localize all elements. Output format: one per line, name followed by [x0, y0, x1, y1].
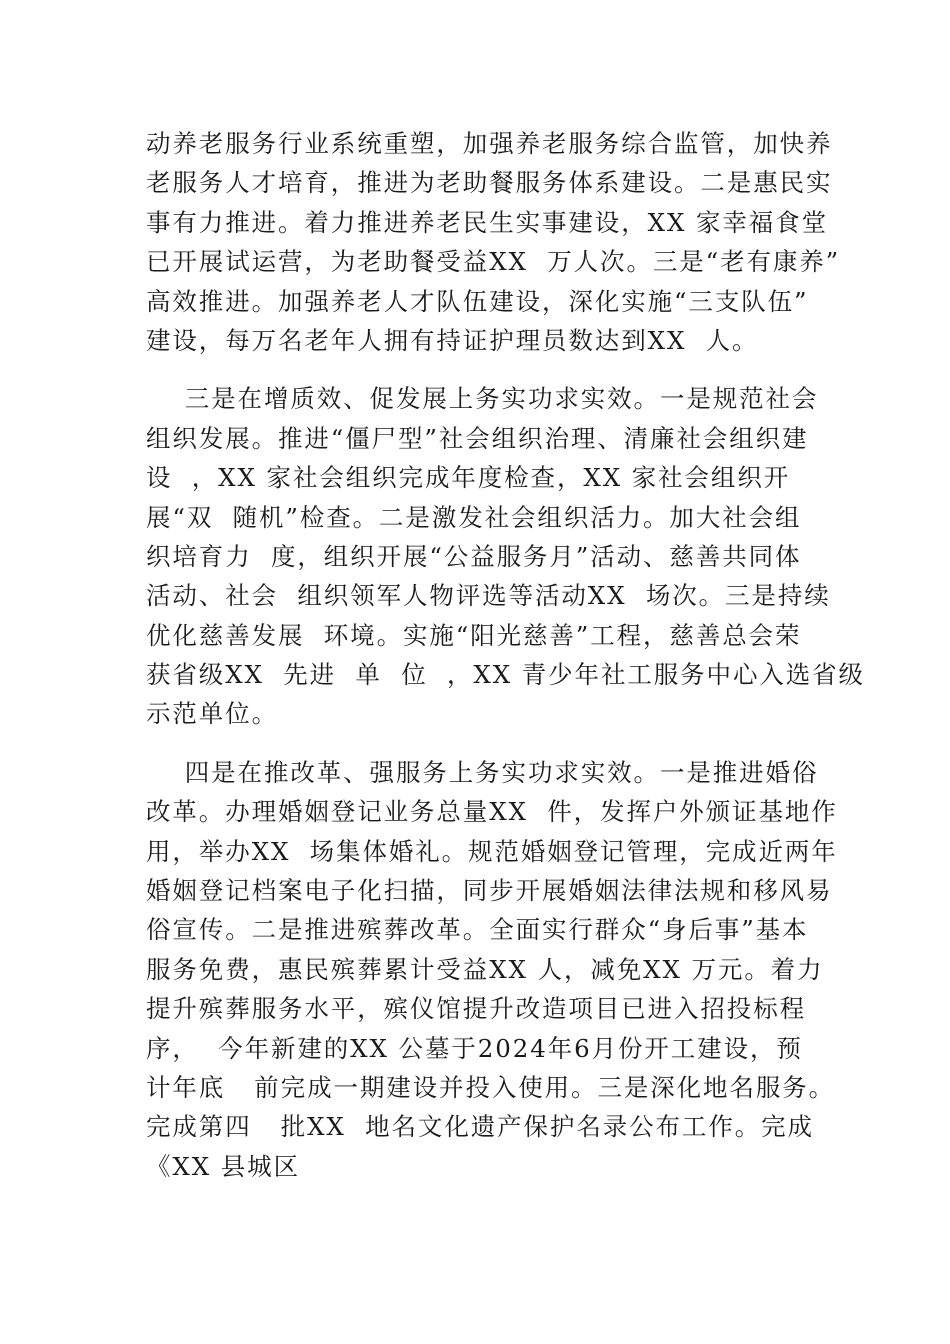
- text-line: 高效推进。加强养老人才队伍建设，深化实施“三支队伍”: [146, 286, 809, 316]
- text-line: 活动、社会 组织领军人物评选等活动XX 场次。三是持续: [146, 581, 831, 611]
- text-line: 改革。办理婚姻登记业务总量XX 件，发挥户外颁证基地作: [146, 797, 838, 827]
- text-line: 服务免费，惠民殡葬累计受益XX 人，减免XX 万元。着力: [146, 954, 824, 984]
- text-line: 组织发展。推进“僵尸型”社会组织治理、清廉社会组织建: [146, 423, 809, 453]
- text-line: 织培育力 度，组织开展“公益服务月”活动、慈善共同体: [146, 541, 802, 571]
- text-line: 优化慈善发展 环境。实施“阳光慈善”工程，慈善总会荣: [146, 620, 802, 650]
- document-body: [146, 124, 865, 1205]
- text-line: 设 ，XX 家社会组织完成年度检查，XX 家社会组织开: [146, 463, 791, 493]
- text-line: 完成第四 批XX 地名文化遗产保护名录公布工作。完成: [146, 1112, 814, 1142]
- text-line: 展“双 随机”检查。二是激发社会组织活力。加大社会组: [146, 502, 802, 532]
- text-line: 计年底 前完成一期建设并投入使用。三是深化地名服务。: [146, 1072, 836, 1102]
- text-line: 动养老服务行业系统重塑，加强养老服务综合监管，加快养: [146, 129, 833, 158]
- text-line: 事有力推进。着力推进养老民生实事建设，XX 家幸福食堂: [146, 207, 828, 237]
- text-line: 序， 今年新建的XX 公墓于2024年6月份开工建设，预: [146, 1033, 803, 1063]
- text-line: 示范单位。: [146, 699, 278, 729]
- text-line: 《XX 县城区: [146, 1151, 300, 1181]
- paragraph-reform-services: [146, 753, 836, 1186]
- text-line: 获省级XX 先进 单 位 ，XX 青少年社工服务中心入选省级: [146, 660, 865, 690]
- text-line: 老服务人才培育，推进为老助餐服务体系建设。二是惠民实: [146, 168, 833, 198]
- text-line: 婚姻登记档案电子化扫描，同步开展婚姻法律法规和移风易: [146, 876, 833, 906]
- text-line: 已开展试运营，为老助餐受益XX 万人次。三是“老有康养”: [146, 247, 841, 277]
- text-line: 四是在推改革、强服务上务实功求实效。一是推进婚俗: [146, 757, 819, 787]
- text-line: 俗宣传。二是推进殡葬改革。全面实行群众“身后事”基本: [146, 915, 809, 945]
- text-line: 三是在增质效、促发展上务实功求实效。一是规范社会: [146, 384, 819, 414]
- text-line: 用，举办XX 场集体婚礼。规范婚姻登记管理，完成近两年: [146, 836, 838, 866]
- paragraph-social-organizations: [146, 379, 865, 734]
- paragraph-elderly-services: [146, 124, 841, 360]
- text-line: 建设，每万名老年人拥有持证护理员数达到XX 人。: [146, 325, 759, 355]
- text-line: 提升殡葬服务水平，殡仪馆提升改造项目已进入招投标程: [146, 994, 806, 1024]
